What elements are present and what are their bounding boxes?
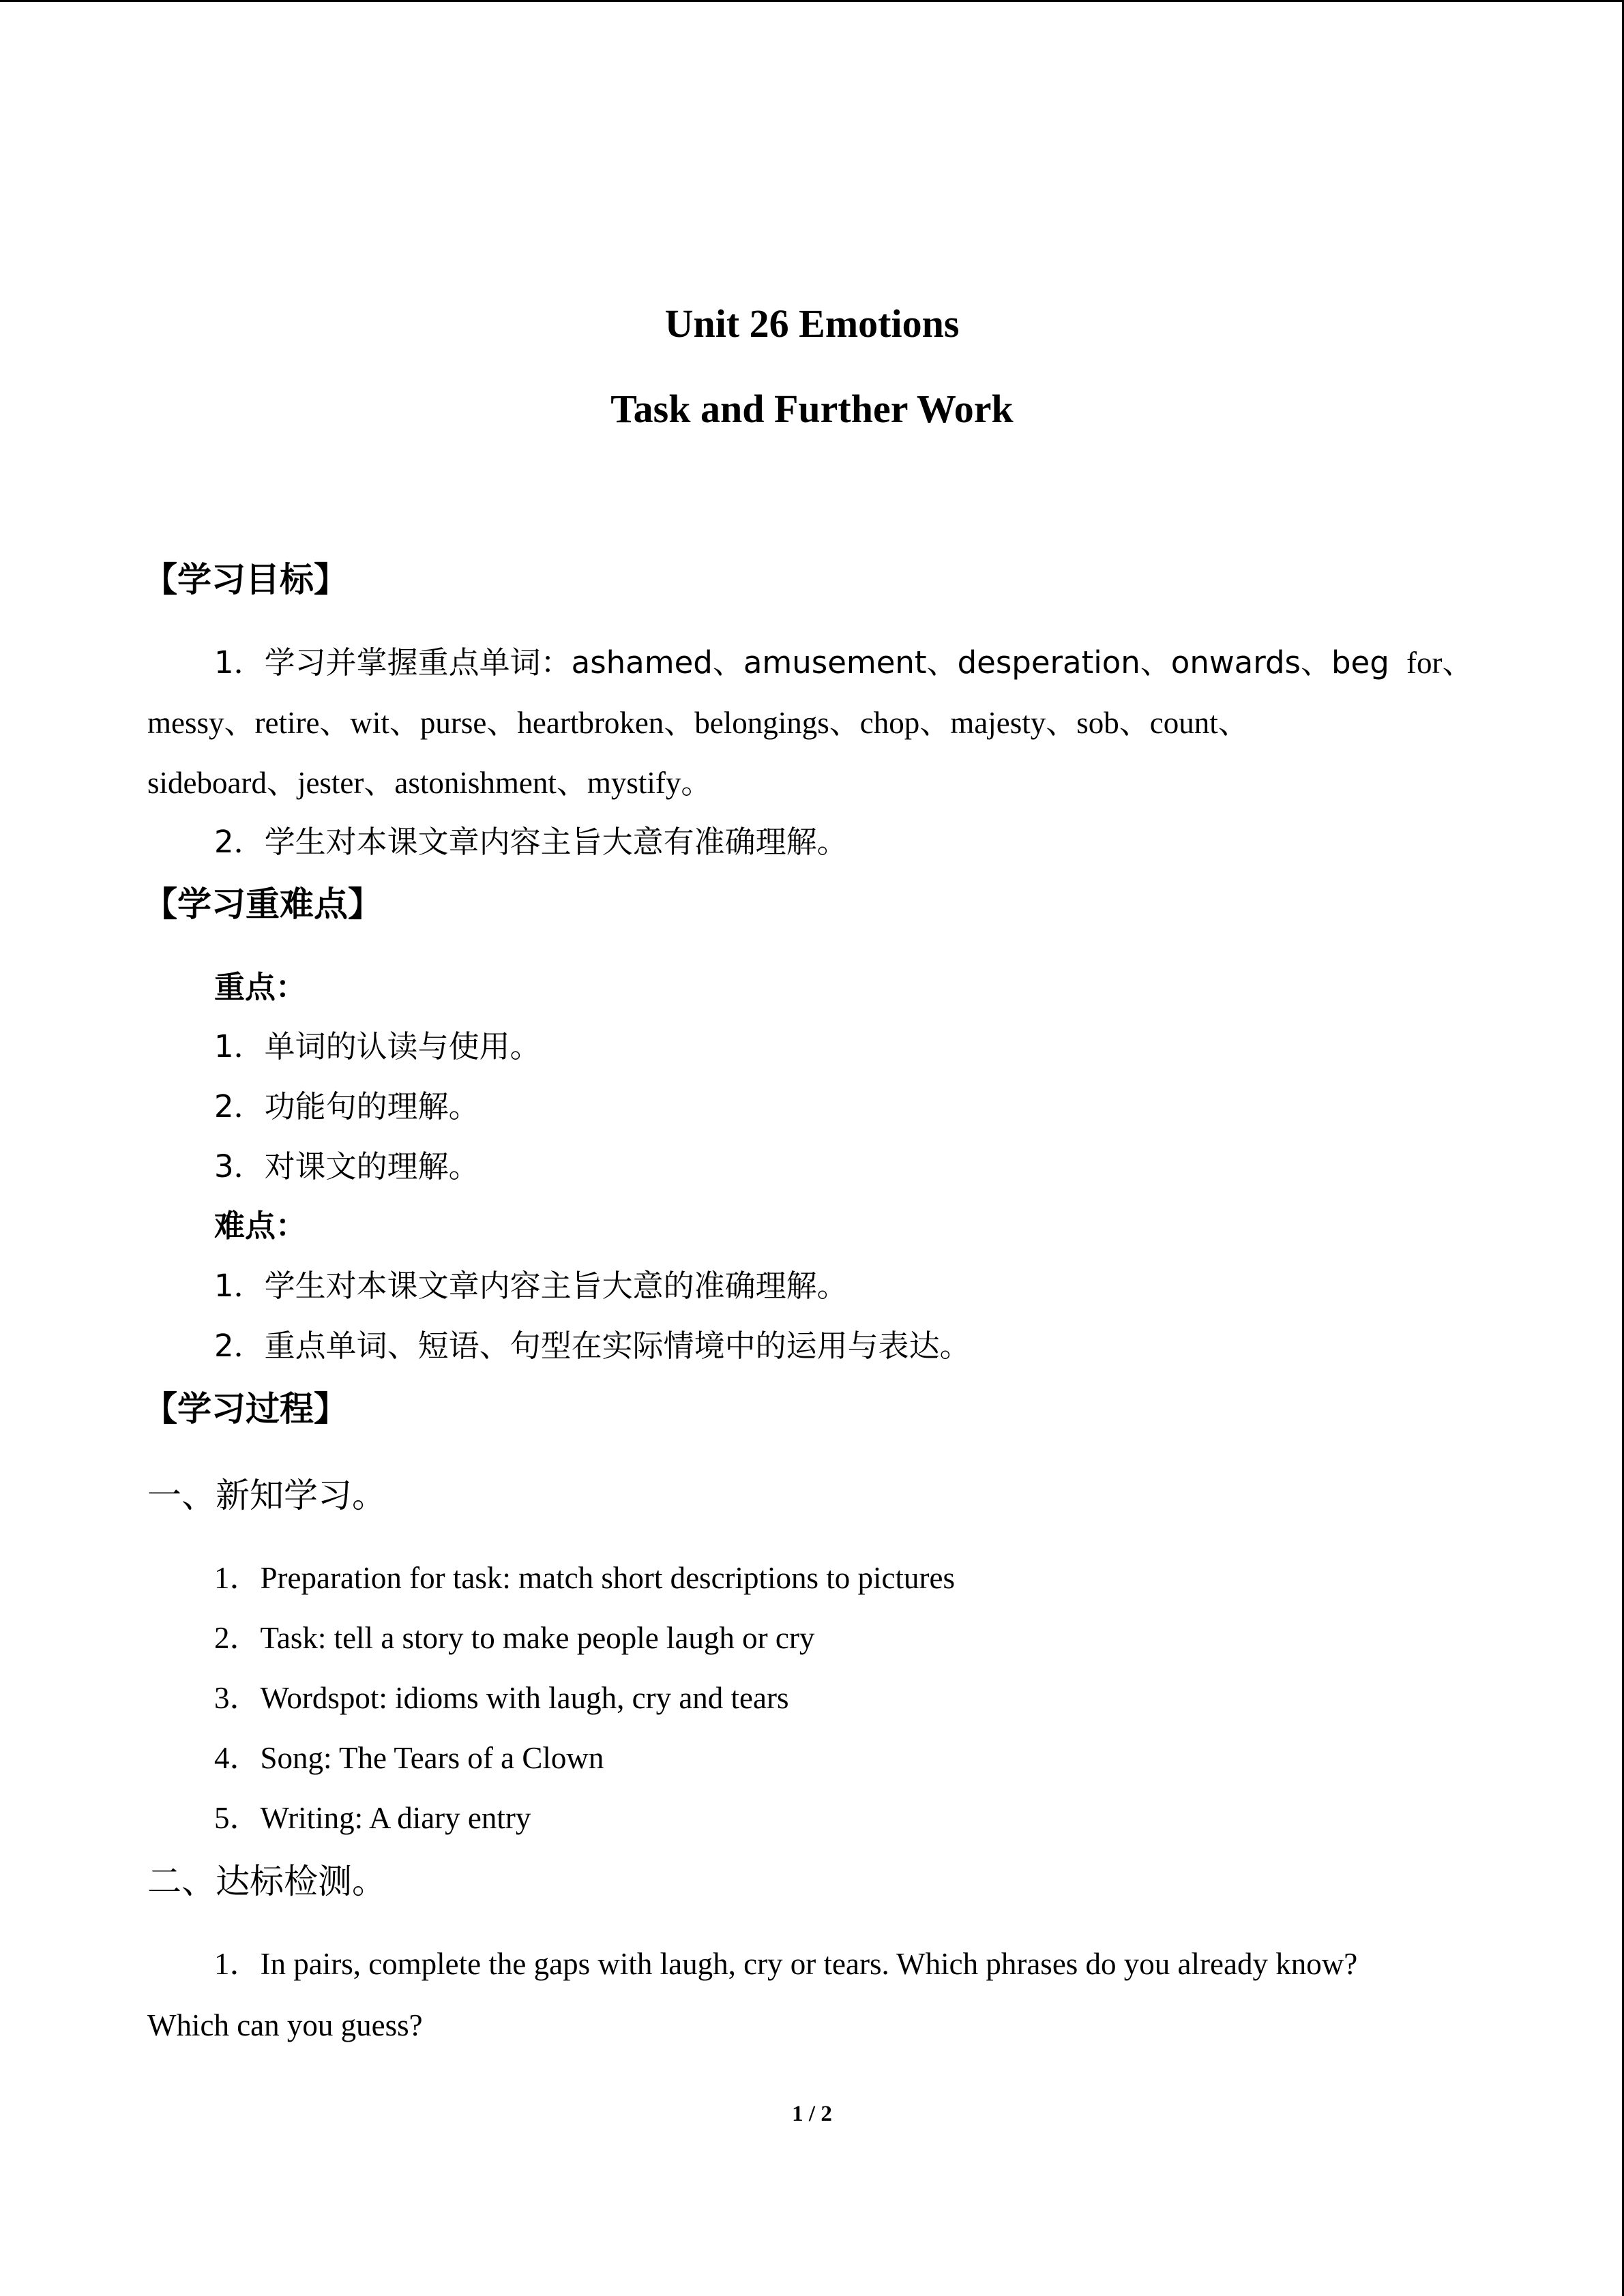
page-number: 1 / 2 [792,2102,832,2126]
key-points-heading: 【学习重难点】 [143,884,382,924]
focus-item-1: 1．单词的认读与使用。 [214,1028,541,1064]
document-subtitle: Task and Further Work [610,387,1014,431]
difficulty-label: 难点： [214,1208,307,1244]
part-1-title: 一、新知学习。 [147,1476,386,1515]
part-1-item-2: 2．Task: tell a story to make people laugh or cry [214,1621,815,1655]
part-1-item-4: 4．Song: The Tears of a Clown [214,1741,604,1775]
objective-item-1-line-3: sideboard、jester、astonishment、mystify。 [147,766,712,800]
objective-item-1-line-1-tail: for、 [1406,646,1473,680]
focus-item-2: 2．功能句的理解。 [214,1088,479,1124]
objective-item-1-line-2: messy、retire、wit、purse、heartbroken、belongings、chop、majesty、sob、count、 [147,706,1249,740]
part-1-item-5: 5．Writing: A diary entry [214,1801,531,1835]
focus-item-3: 3．对课文的理解。 [214,1148,479,1184]
part-2-item-1-line-1: 1．In pairs, complete the gaps with laugh, cry or tears. Which phrases do you already know? [214,1947,1358,1981]
objective-item-1-line-1: 1．学习并掌握重点单词：ashamed、amusement、desperation、onwards、beg [214,644,1389,681]
difficulty-item-1: 1．学生对本课文章内容主旨大意的准确理解。 [214,1268,848,1304]
objective-item-2: 2．学生对本课文章内容主旨大意有准确理解。 [214,824,848,860]
part-1-item-3: 3．Wordspot: idioms with laugh, cry and tears [214,1681,789,1715]
focus-label: 重点： [214,969,307,1005]
objectives-heading: 【学习目标】 [143,560,348,599]
part-2-title: 二、达标检测。 [147,1862,386,1901]
process-heading: 【学习过程】 [143,1389,348,1429]
document-title: Unit 26 Emotions [664,301,960,346]
part-1-item-1: 1．Preparation for task: match short descriptions to pictures [214,1561,955,1595]
part-2-item-1-line-2: Which can you guess? [147,2008,423,2042]
difficulty-item-2: 2．重点单词、短语、句型在实际情境中的运用与表达。 [214,1328,971,1364]
